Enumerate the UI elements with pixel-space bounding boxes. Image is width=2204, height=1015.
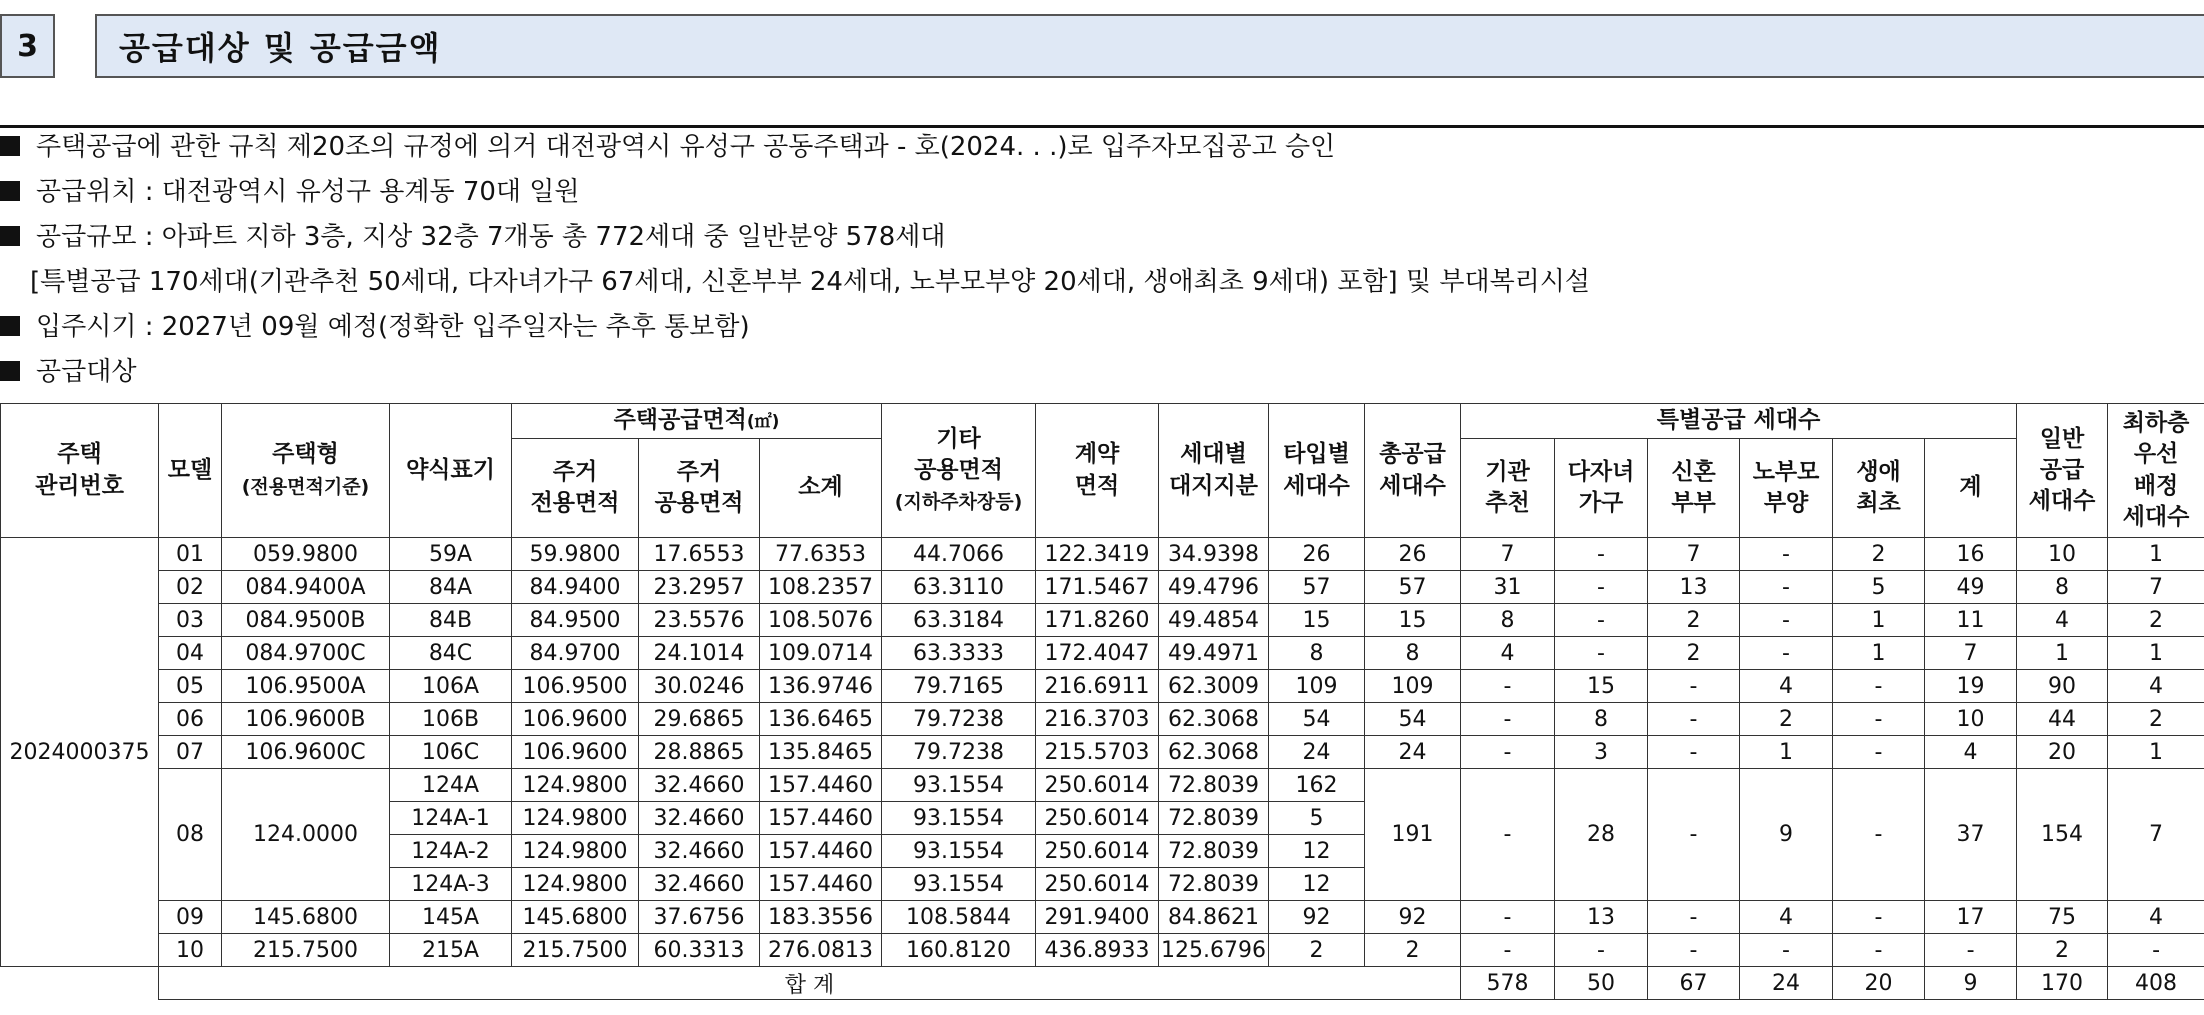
other-cell: 108.5844 [882,901,1036,934]
model-cell: 04 [159,637,222,670]
table-row [1,703,2204,736]
count-cell: 54 [1269,703,1365,736]
priority-cell: 1 [2108,637,2204,670]
totals-inst-cell: 50 [1555,967,1648,1000]
header-total-supply: 총공급 세대수 [1365,404,1461,538]
count-cell: 2 [1269,934,1365,967]
type-cell: 084.9700C [222,637,390,670]
count-cell: 15 [1269,604,1365,637]
abbr-cell: 106C [390,736,512,769]
subtotal-cell: 135.8465 [760,736,882,769]
land-cell: 84.8621 [1159,901,1269,934]
multi-cell: 28 [1555,769,1648,901]
header-per-type: 타입별 세대수 [1269,404,1365,538]
first-cell: - [1833,901,1925,934]
contract-cell: 436.8933 [1036,934,1159,967]
excl-cell: 145.6800 [512,901,639,934]
header-land: 세대별 대지지분 [1159,404,1269,538]
table-body [1,538,2204,1000]
other-cell: 44.7066 [882,538,1036,571]
model-cell: 10 [159,934,222,967]
inst-cell: - [1461,703,1555,736]
land-cell: 72.8039 [1159,769,1269,802]
type-cell: 084.9500B [222,604,390,637]
abbr-cell: 84C [390,637,512,670]
abbr-cell: 84A [390,571,512,604]
contract-cell: 215.5703 [1036,736,1159,769]
elder-cell: 1 [1740,736,1833,769]
subtotal-cell: 108.2357 [760,571,882,604]
first-cell: 1 [1833,637,1925,670]
common-cell: 23.5576 [639,604,760,637]
multi-cell: 8 [1555,703,1648,736]
common-cell: 28.8865 [639,736,760,769]
elder-cell: 4 [1740,670,1833,703]
table-row [1,637,2204,670]
total-cell: 57 [1365,571,1461,604]
notice-list [0,125,2204,395]
priority-cell: - [2108,934,2204,967]
multi-cell: 15 [1555,670,1648,703]
list-item [0,125,2204,170]
type-cell: 215.7500 [222,934,390,967]
list-item [0,305,2204,350]
square-bullet-icon [0,316,20,336]
abbr-cell: 215A [390,934,512,967]
sum-cell: 10 [1925,703,2017,736]
multi-cell: - [1555,637,1648,670]
other-cell: 160.8120 [882,934,1036,967]
newlywed-cell: - [1648,769,1740,901]
type-cell: 124.0000 [222,769,390,901]
newlywed-cell: - [1648,901,1740,934]
other-cell: 93.1554 [882,802,1036,835]
first-cell: - [1833,703,1925,736]
header-common-area: 주거 공용면적 [639,439,760,538]
square-bullet-icon [0,181,20,201]
subtotal-cell: 157.4460 [760,868,882,901]
abbr-cell: 124A-3 [390,868,512,901]
header-general: 일반 공급 세대수 [2017,404,2108,538]
common-cell: 29.6865 [639,703,760,736]
general-cell: 75 [2017,901,2108,934]
count-cell: 57 [1269,571,1365,604]
total-cell: 191 [1365,769,1461,901]
other-cell: 79.7165 [882,670,1036,703]
model-cell: 07 [159,736,222,769]
table-row [1,670,2204,703]
header-exclusive-area: 주거 전용면적 [512,439,639,538]
excl-cell: 59.9800 [512,538,639,571]
list-item [0,170,2204,215]
subtotal-cell: 276.0813 [760,934,882,967]
newlywed-cell: 2 [1648,637,1740,670]
totals-multi-cell: 67 [1648,967,1740,1000]
header-newlywed: 신혼 부부 [1648,439,1740,538]
total-cell: 109 [1365,670,1461,703]
subtotal-cell: 108.5076 [760,604,882,637]
elder-cell: - [1740,637,1833,670]
header-inst: 기관 추천 [1461,439,1555,538]
other-cell: 93.1554 [882,868,1036,901]
first-cell: 5 [1833,571,1925,604]
bullet-text: [특별공급 170세대(기관추천 50세대, 다자녀가구 67세대, 신혼부부 24세대, 노부모부양 20세대, 생애최초 9세대) 포함] 및 부대복리시설 [30,267,1591,297]
header-model: 모델 [159,404,222,538]
sum-cell: 4 [1925,736,2017,769]
totals-first-cell: 9 [1925,967,2017,1000]
abbr-cell: 145A [390,901,512,934]
first-cell: - [1833,934,1925,967]
total-cell: 54 [1365,703,1461,736]
excl-cell: 124.9800 [512,802,639,835]
excl-cell: 84.9500 [512,604,639,637]
other-cell: 93.1554 [882,769,1036,802]
supply-table [0,403,2204,1000]
header-multi: 다자녀 가구 [1555,439,1648,538]
land-cell: 62.3068 [1159,736,1269,769]
common-cell: 32.4660 [639,835,760,868]
list-item [0,350,2204,395]
header-contract: 계약 면적 [1036,404,1159,538]
inst-cell: - [1461,901,1555,934]
excl-cell: 124.9800 [512,868,639,901]
totals-general-cell: 408 [2108,967,2204,1000]
subtotal-cell: 136.6465 [760,703,882,736]
header-special-sum: 계 [1925,439,2017,538]
land-cell: 62.3068 [1159,703,1269,736]
subtotal-cell: 157.4460 [760,769,882,802]
sum-cell: 17 [1925,901,2017,934]
type-cell: 084.9400A [222,571,390,604]
model-cell: 09 [159,901,222,934]
header-type: 주택형 (전용면적기준) [222,404,390,538]
sum-cell: 37 [1925,769,2017,901]
other-cell: 63.3333 [882,637,1036,670]
type-cell: 106.9600B [222,703,390,736]
multi-cell: - [1555,538,1648,571]
count-cell: 12 [1269,835,1365,868]
model-cell: 01 [159,538,222,571]
inst-cell: - [1461,670,1555,703]
first-cell: - [1833,769,1925,901]
count-cell: 162 [1269,769,1365,802]
elder-cell: 2 [1740,703,1833,736]
other-cell: 79.7238 [882,703,1036,736]
general-cell: 154 [2017,769,2108,901]
common-cell: 32.4660 [639,868,760,901]
land-cell: 72.8039 [1159,802,1269,835]
count-cell: 8 [1269,637,1365,670]
land-cell: 49.4796 [1159,571,1269,604]
common-cell: 60.3313 [639,934,760,967]
excl-cell: 124.9800 [512,769,639,802]
general-cell: 44 [2017,703,2108,736]
priority-cell: 1 [2108,736,2204,769]
other-cell: 63.3110 [882,571,1036,604]
header-elder: 노부모 부양 [1740,439,1833,538]
inst-cell: - [1461,736,1555,769]
table-row [1,769,2204,802]
header-abbr: 약식표기 [390,404,512,538]
model-cell: 08 [159,769,222,901]
common-cell: 37.6756 [639,901,760,934]
type-cell: 106.9500A [222,670,390,703]
contract-cell: 250.6014 [1036,802,1159,835]
subtotal-cell: 183.3556 [760,901,882,934]
bullet-text: 공급대상 [36,357,137,387]
section-title: 공급대상 및 공급금액 [95,14,2204,78]
general-cell: 10 [2017,538,2108,571]
subtotal-cell: 77.6353 [760,538,882,571]
newlywed-cell: 13 [1648,571,1740,604]
total-cell: 8 [1365,637,1461,670]
multi-cell: - [1555,604,1648,637]
inst-cell: 8 [1461,604,1555,637]
common-cell: 32.4660 [639,802,760,835]
abbr-cell: 59A [390,538,512,571]
inst-cell: 4 [1461,637,1555,670]
bullet-text: 주택공급에 관한 규칙 제20조의 규정에 의거 대전광역시 유성구 공동주택과 - 호(2024. . .)로 입주자모집공고 승인 [36,132,1336,162]
abbr-cell: 124A-2 [390,835,512,868]
first-cell: - [1833,670,1925,703]
sum-cell: 7 [1925,637,2017,670]
land-cell: 125.6796 [1159,934,1269,967]
excl-cell: 106.9500 [512,670,639,703]
table-row [1,901,2204,934]
common-cell: 32.4660 [639,769,760,802]
abbr-cell: 124A-1 [390,802,512,835]
header-priority: 최하층 우선 배정 세대수 [2108,404,2204,538]
inst-cell: - [1461,769,1555,901]
sum-cell: 16 [1925,538,2017,571]
land-cell: 34.9398 [1159,538,1269,571]
type-cell: 145.6800 [222,901,390,934]
subtotal-cell: 157.4460 [760,835,882,868]
newlywed-cell: 2 [1648,604,1740,637]
priority-cell: 2 [2108,703,2204,736]
square-bullet-icon [0,361,20,381]
type-cell: 059.9800 [222,538,390,571]
general-cell: 1 [2017,637,2108,670]
contract-cell: 250.6014 [1036,835,1159,868]
newlywed-cell: - [1648,703,1740,736]
contract-cell: 216.3703 [1036,703,1159,736]
elder-cell: 9 [1740,769,1833,901]
first-cell: - [1833,736,1925,769]
list-item [0,215,2204,260]
general-cell: 2 [2017,934,2108,967]
bullet-text: 공급규모 : 아파트 지하 3층, 지상 32층 7개동 총 772세대 중 일반분양 578세대 [36,222,946,252]
excl-cell: 106.9600 [512,703,639,736]
model-cell: 05 [159,670,222,703]
general-cell: 8 [2017,571,2108,604]
excl-cell: 84.9700 [512,637,639,670]
first-cell: 2 [1833,538,1925,571]
total-cell: 15 [1365,604,1461,637]
newlywed-cell: - [1648,934,1740,967]
bullet-text: 공급위치 : 대전광역시 유성구 용계동 70대 일원 [36,177,580,207]
bullet-text: 입주시기 : 2027년 09월 예정(정확한 입주일자는 추후 통보함) [36,312,750,342]
contract-cell: 122.3419 [1036,538,1159,571]
priority-cell: 1 [2108,538,2204,571]
count-cell: 92 [1269,901,1365,934]
excl-cell: 215.7500 [512,934,639,967]
header-other-common: 기타 공용면적 (지하주차장등) [882,404,1036,538]
common-cell: 24.1014 [639,637,760,670]
abbr-cell: 84B [390,604,512,637]
total-cell: 2 [1365,934,1461,967]
elder-cell: - [1740,934,1833,967]
multi-cell: 13 [1555,901,1648,934]
total-cell: 92 [1365,901,1461,934]
elder-cell: - [1740,538,1833,571]
blank-cell [1,967,159,1000]
subtotal-cell: 157.4460 [760,802,882,835]
header-first: 생애 최초 [1833,439,1925,538]
contract-cell: 171.5467 [1036,571,1159,604]
totals-label-cell: 합 계 [159,967,1461,1000]
excl-cell: 124.9800 [512,835,639,868]
general-cell: 4 [2017,604,2108,637]
count-cell: 109 [1269,670,1365,703]
sum-cell: 11 [1925,604,2017,637]
mgmt-number-cell: 2024000375 [1,538,159,967]
abbr-cell: 124A [390,769,512,802]
common-cell: 23.2957 [639,571,760,604]
priority-cell: 4 [2108,670,2204,703]
inst-cell: - [1461,934,1555,967]
land-cell: 62.3009 [1159,670,1269,703]
land-cell: 72.8039 [1159,868,1269,901]
newlywed-cell: 7 [1648,538,1740,571]
model-cell: 06 [159,703,222,736]
abbr-cell: 106A [390,670,512,703]
general-cell: 90 [2017,670,2108,703]
contract-cell: 250.6014 [1036,769,1159,802]
sum-cell: 49 [1925,571,2017,604]
section-number: 3 [0,14,55,78]
contract-cell: 171.8260 [1036,604,1159,637]
elder-cell: - [1740,571,1833,604]
sum-cell: - [1925,934,2017,967]
land-cell: 72.8039 [1159,835,1269,868]
contract-cell: 291.9400 [1036,901,1159,934]
totals-newlywed-cell: 24 [1740,967,1833,1000]
multi-cell: - [1555,571,1648,604]
count-cell: 26 [1269,538,1365,571]
totals-row [1,967,2204,1000]
other-cell: 79.7238 [882,736,1036,769]
common-cell: 30.0246 [639,670,760,703]
totals-total-cell: 578 [1461,967,1555,1000]
table-row [1,571,2204,604]
contract-cell: 216.6911 [1036,670,1159,703]
count-cell: 12 [1269,868,1365,901]
abbr-cell: 106B [390,703,512,736]
excl-cell: 106.9600 [512,736,639,769]
table-row [1,604,2204,637]
square-bullet-icon [0,136,20,156]
newlywed-cell: - [1648,670,1740,703]
land-cell: 49.4854 [1159,604,1269,637]
general-cell: 20 [2017,736,2108,769]
type-cell: 106.9600C [222,736,390,769]
header-subtotal: 소계 [760,439,882,538]
table-row [1,934,2204,967]
count-cell: 5 [1269,802,1365,835]
total-cell: 24 [1365,736,1461,769]
square-bullet-icon [0,226,20,246]
other-cell: 63.3184 [882,604,1036,637]
common-cell: 17.6553 [639,538,760,571]
multi-cell: 3 [1555,736,1648,769]
model-cell: 02 [159,571,222,604]
sum-cell: 19 [1925,670,2017,703]
inst-cell: 31 [1461,571,1555,604]
header-mgmt-no: 주택 관리번호 [1,404,159,538]
contract-cell: 172.4047 [1036,637,1159,670]
land-cell: 49.4971 [1159,637,1269,670]
elder-cell: 4 [1740,901,1833,934]
inst-cell: 7 [1461,538,1555,571]
contract-cell: 250.6014 [1036,868,1159,901]
subtotal-cell: 109.0714 [760,637,882,670]
newlywed-cell: - [1648,736,1740,769]
totals-elder-cell: 20 [1833,967,1925,1000]
header-special-group: 특별공급 세대수 [1461,404,2017,439]
subtotal-cell: 136.9746 [760,670,882,703]
excl-cell: 84.9400 [512,571,639,604]
header-area-group: 주택공급면적(㎡) [512,404,882,439]
priority-cell: 2 [2108,604,2204,637]
table-row [1,736,2204,769]
table-row [1,538,2204,571]
priority-cell: 7 [2108,769,2204,901]
first-cell: 1 [1833,604,1925,637]
multi-cell: - [1555,934,1648,967]
count-cell: 24 [1269,736,1365,769]
priority-cell: 4 [2108,901,2204,934]
priority-cell: 7 [2108,571,2204,604]
elder-cell: - [1740,604,1833,637]
list-item-continued [0,260,2204,305]
totals-sum-cell: 170 [2017,967,2108,1000]
model-cell: 03 [159,604,222,637]
other-cell: 93.1554 [882,835,1036,868]
total-cell: 26 [1365,538,1461,571]
